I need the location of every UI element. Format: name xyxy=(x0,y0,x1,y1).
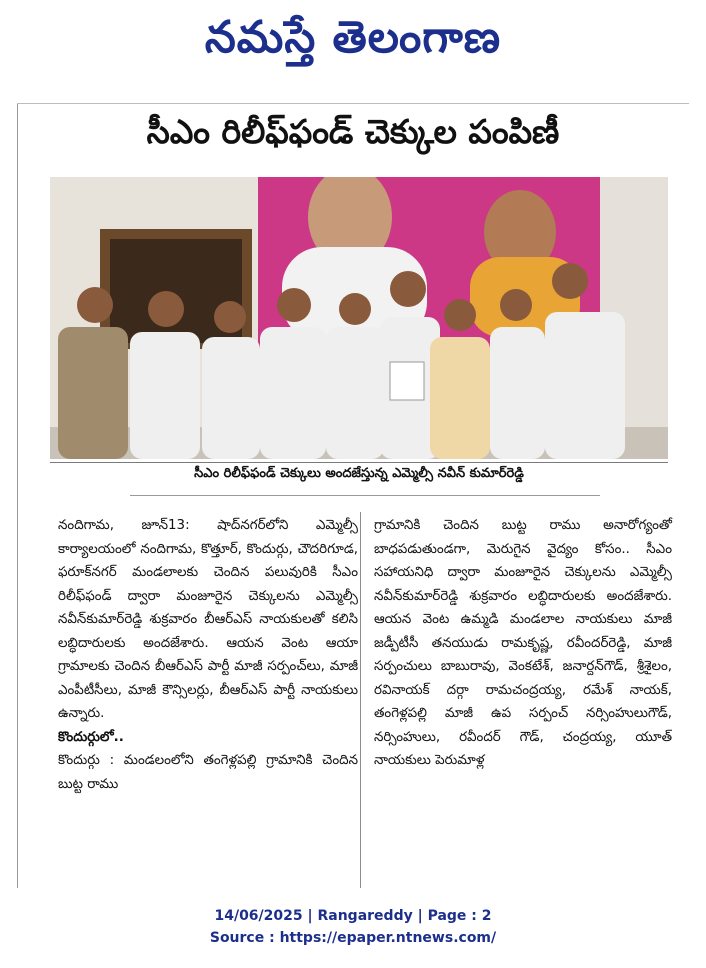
article-subhead: కొందుర్గులో.. xyxy=(58,729,124,745)
column-divider xyxy=(360,512,361,888)
masthead-title: నమస్తే తెలంగాణ xyxy=(204,12,502,63)
article-paragraph: గ్రామానికి చెందిన బుట్ట రాము అనారోగ్యంతో బాధపడుతుండగా, మెరుగైన వైద్యం కోసం.. సీఎం సహాయనిధి ద్వారా మంజూరైన చెక్కులను ఎమ్మెల్సీ నవీన్‌కుమార్‌రెడ్డి శుక్రవారం లబ్ధిదారులకు అందజేశారు. ఆయన వెంట ఉమ్మడి మండలాల నాయకులు మాజీ జడ్పీటీసీ తనయుడు రామకృష్ణ, రవీందర్‌రెడ్డి, మాజీ సర్పంచులు బాబురావు, వెంకటేశ్‌, జనార్దన్‌గౌడ్‌, శ్రీశైలం, రవినాయక్‌ దర్గా రామచంద్రయ్య, రమేశ్‌ నాయక్‌, తంగెళ్లపల్లి మాజీ ఉప సర్పంచ్‌ నర్సింహులుగౌడ్‌, నర్సింహులు, రవీందర్‌ గౌడ్‌, చంద్రయ్య, యూత్‌ నాయకులు పెరుమాళ్ల xyxy=(374,518,672,768)
article-column-right xyxy=(374,514,672,773)
footer-source-link[interactable]: Source : https://epaper.ntnews.com/ xyxy=(209,930,497,946)
article-column-left xyxy=(58,514,358,796)
article-paragraph: నందిగామ, జూన్‌13: షాద్‌నగర్‌లోని ఎమ్మెల్సీ కార్యాలయంలో నందిగామ, కొత్తూర్‌, కొందుర్గు, చౌదరిగూడ, ఫరూక్‌నగర్‌ మండలాలకు చెందిన పలువురికి సీఎం రిలీఫ్‌ఫండ్‌ ద్వారా మంజూరైన చెక్కులను ఎమ్మెల్సీ నవీన్‌కుమార్‌రెడ్డి శుక్రవారం బీఆర్‌ఎస్‌ నాయకులతో కలిసి లబ్ధిదారులకు అందజేశారు. ఆయన వెంట ఆయా గ్రామాలకు చెందిన బీఆర్‌ఎస్‌ పార్టీ మాజీ సర్పంచ్‌లు, మాజీ ఎంపీటీసీలు, మాజీ కౌన్సిలర్లు, బీఆర్‌ఎస్‌ పార్టీ నాయకులు ఉన్నారు. xyxy=(58,518,358,721)
footer xyxy=(0,905,706,949)
photo-caption: సీఎం రిలీఫ్‌ఫండ్‌ చెక్కులు అందజేస్తున్న ఎమ్మెల్సీ నవీన్‌ కుమార్‌రెడ్డి xyxy=(194,466,524,481)
headline-text: సీఎం రిలీఫ్‌ఫండ్‌ చెక్కుల పంపిణీ xyxy=(146,112,560,151)
article-paragraph: కొందుర్గు : మండలంలోని తంగెళ్లపల్లి గ్రామానికి చెందిన బుట్ట రాము xyxy=(58,753,358,792)
footer-date-edition: 14/06/2025 | Rangareddy | Page : 2 xyxy=(214,908,492,924)
